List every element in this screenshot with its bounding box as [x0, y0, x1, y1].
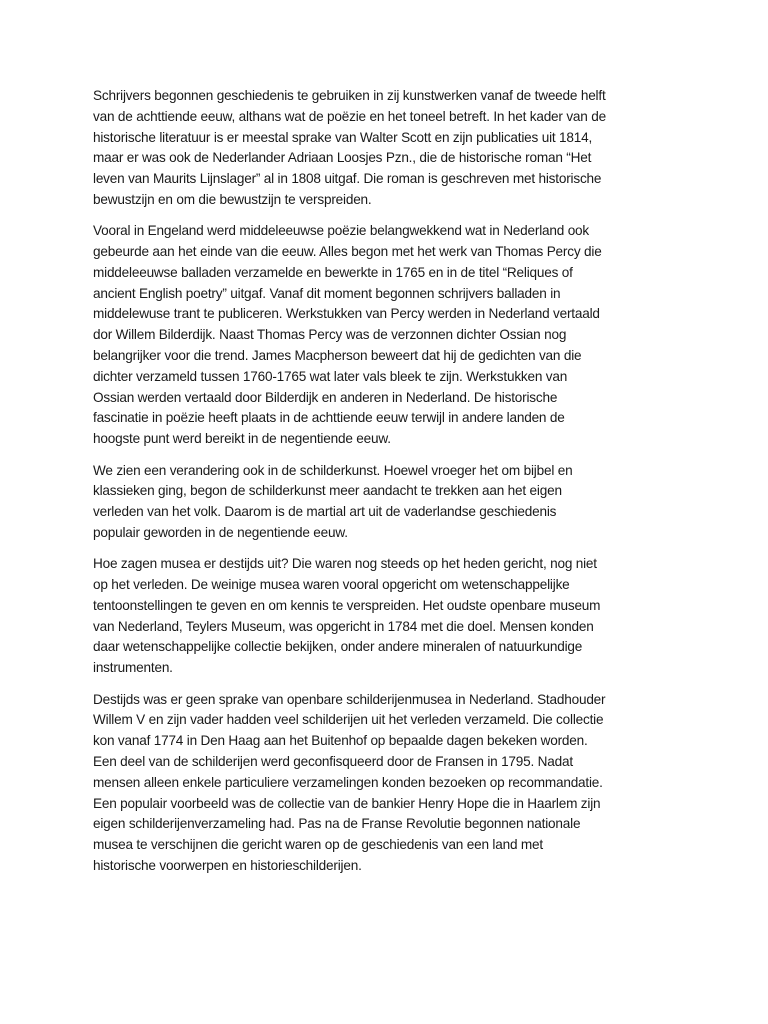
text-line: mensen alleen enkele particuliere verzamelingen konden bezoeken op recommandatie.: [93, 774, 603, 790]
text-line: belangrijker voor die trend. James Macpherson beweert dat hij de gedichten van die: [93, 348, 582, 364]
text-line: Ossian werden vertaald door Bilderdijk en anderen in Nederland. De historische: [93, 389, 558, 405]
text-line: Schrijvers begonnen geschiedenis te gebruiken in zij kunstwerken vanaf de tweede helft: [93, 88, 606, 103]
text-line: bewustzijn en om die bewustzijn te verspreiden.: [93, 191, 372, 207]
text-line: Vooral in Engeland werd middeleeuwse poëzie belangwekkend wat in Nederland ook: [93, 223, 590, 239]
paragraph-1: [93, 86, 683, 211]
text-line: gebeurde aan het einde van die eeuw. Alles begon met het werk van Thomas Percy die: [93, 244, 602, 260]
paragraph-5: [93, 690, 683, 877]
text-line: op het verleden. De weinige musea waren vooral opgericht om wetenschappelijke: [93, 577, 570, 593]
text-line: ancient English poetry” uitgaf. Vanaf dit moment begonnen schrijvers balladen in: [93, 285, 561, 301]
text-line: eigen schilderijenverzameling had. Pas na de Franse Revolutie begonnen nationale: [93, 816, 581, 832]
paragraph-4: [93, 554, 683, 679]
text-line: Een populair voorbeeld was de collectie van de bankier Henry Hope die in Haarlem zijn: [93, 795, 601, 811]
text-line: Hoe zagen musea er destijds uit? Die waren nog steeds op het heden gericht, nog niet: [93, 556, 597, 572]
text-line: van de achttiende eeuw, althans wat de poëzie en het toneel betreft. In het kader van de: [93, 108, 606, 124]
text-line: van Nederland, Teylers Museum, was opgericht in 1784 met die doel. Mensen konden: [93, 618, 594, 634]
text-line: hoogste punt werd bereikt in de negentiende eeuw.: [93, 431, 391, 447]
text-line: middeleeuwse balladen verzamelde en bewerkte in 1765 en in de titel “Reliques of: [93, 264, 573, 280]
text-line: klassieken ging, begon de schilderkunst meer aandacht te trekken aan het eigen: [93, 483, 562, 499]
document-body: [93, 86, 683, 887]
text-line: leven van Maurits Lijnslager” al in 1808 uitgaf. Die roman is geschreven met historische: [93, 171, 602, 187]
text-line: Destijds was er geen sprake van openbare schilderijenmusea in Nederland. Stadhouder: [93, 691, 606, 707]
text-line: historische literatuur is er meestal sprake van Walter Scott en zijn publicaties uit 1814,: [93, 129, 593, 145]
text-line: Een deel van de schilderijen werd geconfisqueerd door de Fransen in 1795. Nadat: [93, 753, 573, 769]
text-line: dor Willem Bilderdijk. Naast Thomas Percy was de verzonnen dichter Ossian nog: [93, 327, 567, 343]
paragraph-2: [93, 221, 683, 450]
text-line: instrumenten.: [93, 660, 173, 676]
text-line: daar wetenschappelijke collectie bekijken, onder andere mineralen of natuurkundige: [93, 639, 583, 655]
text-line: verleden van het volk. Daarom is de martial art uit de vaderlandse geschiedenis: [93, 504, 557, 520]
text-line: Willem V en zijn vader hadden veel schilderijen uit het verleden verzameld. Die collectie: [93, 712, 604, 728]
text-line: tentoonstellingen te geven en om kennis te verspreiden. Het oudste openbare museum: [93, 597, 601, 613]
text-line: fascinatie in poëzie heeft plaats in de achttiende eeuw terwijl in andere landen de: [93, 410, 565, 426]
paragraph-3: [93, 461, 683, 544]
text-line: historische voorwerpen en historieschilderijen.: [93, 857, 362, 873]
text-line: kon vanaf 1774 in Den Haag aan het Buitenhof op bepaalde dagen bekeken worden.: [93, 733, 588, 749]
text-line: maar er was ook de Nederlander Adriaan Loosjes Pzn., die de historische roman “Het: [93, 150, 592, 166]
text-line: musea te verschijnen die gericht waren op de geschiedenis van een land met: [93, 837, 543, 853]
text-line: We zien een verandering ook in de schilderkunst. Hoewel vroeger het om bijbel en: [93, 462, 573, 478]
text-line: middelewuse trant te publiceren. Werkstukken van Percy werden in Nederland vertaald: [93, 306, 600, 322]
text-line: dichter verzameld tussen 1760-1765 wat later vals bleek te zijn. Werkstukken van: [93, 368, 568, 384]
text-line: populair geworden in de negentiende eeuw.: [93, 524, 348, 540]
